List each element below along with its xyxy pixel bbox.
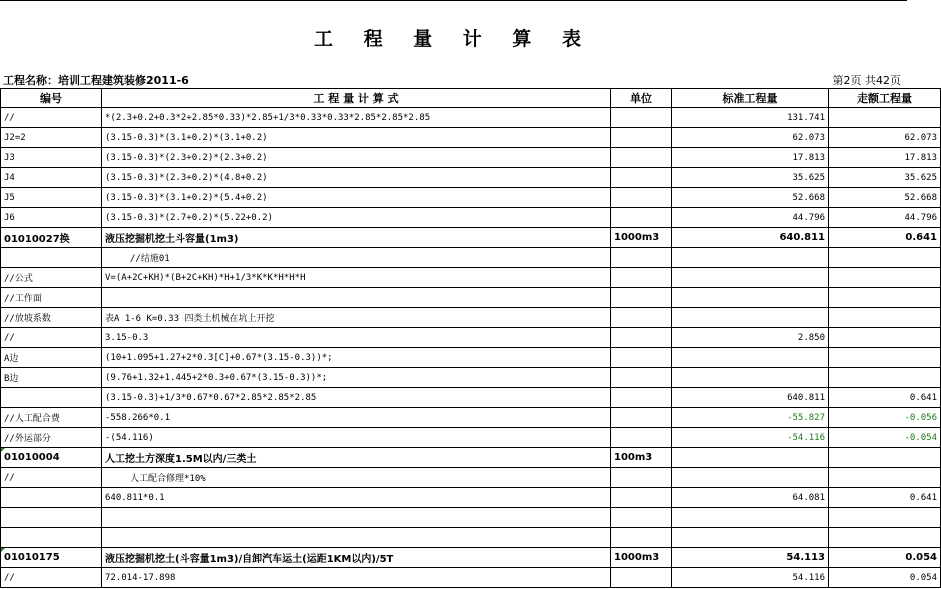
cell-formula[interactable]: 72.014-17.898 xyxy=(102,568,611,588)
cell-formula[interactable]: *(2.3+0.2+0.3*2+2.85*0.33)*2.85+1/3*0.33*0.33*2.85*2.85*2.85 xyxy=(102,108,611,128)
table-row[interactable] xyxy=(1,128,941,148)
table-row[interactable] xyxy=(1,188,941,208)
cell-unit[interactable] xyxy=(611,568,672,588)
cell-std-qty[interactable]: 2.850 xyxy=(672,328,829,348)
cell-quota-qty[interactable] xyxy=(829,248,941,268)
table-row[interactable] xyxy=(1,468,941,488)
cell-quota-qty[interactable]: -0.054 xyxy=(829,428,941,448)
table-row[interactable] xyxy=(1,288,941,308)
cell-formula[interactable]: 640.811*0.1 xyxy=(102,488,611,508)
table-row[interactable] xyxy=(1,448,941,468)
cell-quota-qty[interactable] xyxy=(829,348,941,368)
cell-code[interactable]: // xyxy=(1,328,102,348)
table-body xyxy=(1,108,941,588)
cell-formula[interactable]: -(54.116) xyxy=(102,428,611,448)
cell-code[interactable]: B边 xyxy=(1,368,102,388)
cell-std-qty[interactable]: -54.116 xyxy=(672,428,829,448)
cell-quota-qty[interactable]: 35.625 xyxy=(829,168,941,188)
cell-unit[interactable] xyxy=(611,308,672,328)
cell-formula[interactable] xyxy=(102,528,611,548)
cell-unit[interactable]: 1000m3 xyxy=(611,548,672,568)
cell-std-qty[interactable] xyxy=(672,268,829,288)
cell-quota-qty[interactable]: 0.641 xyxy=(829,228,941,248)
cell-unit[interactable] xyxy=(611,168,672,188)
cell-code[interactable]: // xyxy=(1,108,102,128)
table-row[interactable] xyxy=(1,168,941,188)
cell-unit[interactable]: 100m3 xyxy=(611,448,672,468)
cell-quota-qty[interactable]: 44.796 xyxy=(829,208,941,228)
cell-unit[interactable] xyxy=(611,508,672,528)
cell-std-qty[interactable] xyxy=(672,508,829,528)
cell-formula[interactable]: 人工挖土方深度1.5M以内/三类土 xyxy=(102,448,611,468)
cell-unit[interactable] xyxy=(611,108,672,128)
cell-quota-qty[interactable] xyxy=(829,448,941,468)
header-formula: 工 程 量 计 算 式 xyxy=(102,89,611,108)
cell-std-qty[interactable]: -55.827 xyxy=(672,408,829,428)
cell-std-qty[interactable]: 54.116 xyxy=(672,568,829,588)
cell-code[interactable]: 01010004 xyxy=(1,448,102,468)
cell-code[interactable]: 01010027换 xyxy=(1,228,102,248)
cell-std-qty[interactable]: 52.668 xyxy=(672,188,829,208)
cell-formula[interactable] xyxy=(102,288,611,308)
table-row[interactable] xyxy=(1,488,941,508)
cell-code[interactable] xyxy=(1,508,102,528)
cell-quota-qty[interactable]: 62.073 xyxy=(829,128,941,148)
cell-code[interactable]: J2=2 xyxy=(1,128,102,148)
cell-unit[interactable] xyxy=(611,248,672,268)
table-row[interactable] xyxy=(1,208,941,228)
table-row[interactable] xyxy=(1,148,941,168)
cell-unit[interactable] xyxy=(611,388,672,408)
cell-quota-qty[interactable] xyxy=(829,108,941,128)
cell-code[interactable] xyxy=(1,248,102,268)
cell-quota-qty[interactable] xyxy=(829,368,941,388)
header-std-qty: 标准工程量 xyxy=(672,89,829,108)
table-row[interactable] xyxy=(1,388,941,408)
cell-std-qty[interactable]: 35.625 xyxy=(672,168,829,188)
page-info: 第2页 共42页 xyxy=(832,74,901,87)
cell-std-qty[interactable]: 640.811 xyxy=(672,228,829,248)
cell-unit[interactable] xyxy=(611,128,672,148)
cell-formula[interactable]: 液压挖掘机挖土(斗容量1m3)/自卸汽车运土(运距1KM以内)/5T xyxy=(102,548,611,568)
cell-code[interactable]: J6 xyxy=(1,208,102,228)
cell-code[interactable]: J5 xyxy=(1,188,102,208)
cell-quota-qty[interactable]: 0.641 xyxy=(829,488,941,508)
table-row[interactable] xyxy=(1,108,941,128)
cell-quota-qty[interactable] xyxy=(829,528,941,548)
cell-formula[interactable]: (10+1.095+1.27+2*0.3[C]+0.67*(3.15-0.3))*; xyxy=(102,348,611,368)
cell-unit[interactable] xyxy=(611,268,672,288)
cell-unit[interactable] xyxy=(611,428,672,448)
cell-code[interactable]: //工作面 xyxy=(1,288,102,308)
cell-code[interactable]: J3 xyxy=(1,148,102,168)
cell-unit[interactable] xyxy=(611,288,672,308)
cell-std-qty[interactable]: 54.113 xyxy=(672,548,829,568)
cell-unit[interactable] xyxy=(611,528,672,548)
cell-std-qty[interactable]: 44.796 xyxy=(672,208,829,228)
cell-std-qty[interactable] xyxy=(672,528,829,548)
cell-unit[interactable] xyxy=(611,148,672,168)
cell-formula[interactable]: (3.15-0.3)*(2.3+0.2)*(4.8+0.2) xyxy=(102,168,611,188)
cell-std-qty[interactable]: 131.741 xyxy=(672,108,829,128)
top-border-line xyxy=(0,0,907,1)
cell-std-qty[interactable]: 64.081 xyxy=(672,488,829,508)
cell-std-qty[interactable] xyxy=(672,368,829,388)
project-name: 工程名称：培训工程建筑装修2011-6 xyxy=(3,74,189,87)
cell-code[interactable]: //放坡系数 xyxy=(1,308,102,328)
cell-std-qty[interactable]: 17.813 xyxy=(672,148,829,168)
cell-quota-qty[interactable] xyxy=(829,288,941,308)
cell-formula[interactable]: (3.15-0.3)*(3.1+0.2)*(3.1+0.2) xyxy=(102,128,611,148)
cell-code[interactable] xyxy=(1,528,102,548)
table-row[interactable] xyxy=(1,528,941,548)
cell-std-qty[interactable]: 62.073 xyxy=(672,128,829,148)
cell-formula[interactable]: (3.15-0.3)*(2.7+0.2)*(5.22+0.2) xyxy=(102,208,611,228)
table-row[interactable] xyxy=(1,408,941,428)
cell-quota-qty[interactable] xyxy=(829,328,941,348)
cell-std-qty[interactable] xyxy=(672,288,829,308)
cell-code[interactable]: // xyxy=(1,468,102,488)
table-row[interactable] xyxy=(1,508,941,528)
calculation-table xyxy=(0,88,941,588)
cell-quota-qty[interactable] xyxy=(829,468,941,488)
cell-formula[interactable]: -558.266*0.1 xyxy=(102,408,611,428)
cell-unit[interactable] xyxy=(611,408,672,428)
cell-formula[interactable]: (3.15-0.3)*(2.3+0.2)*(2.3+0.2) xyxy=(102,148,611,168)
cell-formula[interactable]: //结施01 xyxy=(102,248,611,268)
table-row[interactable] xyxy=(1,568,941,588)
cell-formula[interactable]: 表A 1-6 K=0.33 四类土机械在坑上开挖 xyxy=(102,308,611,328)
cell-unit[interactable] xyxy=(611,488,672,508)
cell-quota-qty[interactable]: 17.813 xyxy=(829,148,941,168)
table-row[interactable] xyxy=(1,228,941,248)
cell-quota-qty[interactable] xyxy=(829,308,941,328)
cell-code[interactable]: //人工配合费 xyxy=(1,408,102,428)
table-row[interactable] xyxy=(1,348,941,368)
cell-quota-qty[interactable] xyxy=(829,268,941,288)
cell-formula[interactable]: (9.76+1.32+1.445+2*0.3+0.67*(3.15-0.3))*; xyxy=(102,368,611,388)
table-row[interactable] xyxy=(1,428,941,448)
cell-code[interactable] xyxy=(1,488,102,508)
cell-formula[interactable]: V=(A+2C+KH)*(B+2C+KH)*H+1/3*K*K*H*H*H xyxy=(102,268,611,288)
cell-unit[interactable]: 1000m3 xyxy=(611,228,672,248)
cell-code[interactable]: A边 xyxy=(1,348,102,368)
table-row[interactable] xyxy=(1,548,941,568)
table-row[interactable] xyxy=(1,368,941,388)
header-unit: 单位 xyxy=(611,89,672,108)
cell-formula[interactable]: 人工配合修理*10% xyxy=(102,468,611,488)
cell-quota-qty[interactable]: 0.054 xyxy=(829,568,941,588)
table-row[interactable] xyxy=(1,268,941,288)
cell-code[interactable]: J4 xyxy=(1,168,102,188)
table-header-row xyxy=(1,89,941,108)
cell-unit[interactable] xyxy=(611,468,672,488)
cell-unit[interactable] xyxy=(611,368,672,388)
table-row[interactable] xyxy=(1,328,941,348)
cell-code[interactable]: 01010175 xyxy=(1,548,102,568)
table-row[interactable] xyxy=(1,248,941,268)
table-row[interactable] xyxy=(1,308,941,328)
cell-formula[interactable]: 3.15-0.3 xyxy=(102,328,611,348)
cell-formula[interactable]: (3.15-0.3)*(3.1+0.2)*(5.4+0.2) xyxy=(102,188,611,208)
cell-std-qty[interactable] xyxy=(672,248,829,268)
cell-code[interactable]: //公式 xyxy=(1,268,102,288)
cell-std-qty[interactable] xyxy=(672,348,829,368)
cell-code[interactable]: // xyxy=(1,568,102,588)
cell-unit[interactable] xyxy=(611,348,672,368)
header-code: 编号 xyxy=(1,89,102,108)
header-quota-qty: 走额工程量 xyxy=(829,89,941,108)
cell-std-qty[interactable]: 640.811 xyxy=(672,388,829,408)
cell-code[interactable] xyxy=(1,388,102,408)
cell-quota-qty[interactable]: 0.054 xyxy=(829,548,941,568)
cell-quota-qty[interactable]: -0.056 xyxy=(829,408,941,428)
cell-quota-qty[interactable]: 52.668 xyxy=(829,188,941,208)
cell-std-qty[interactable] xyxy=(672,468,829,488)
cell-unit[interactable] xyxy=(611,328,672,348)
cell-formula[interactable]: 液压挖掘机挖土斗容量(1m3) xyxy=(102,228,611,248)
cell-code[interactable]: //外运部分 xyxy=(1,428,102,448)
cell-formula[interactable] xyxy=(102,508,611,528)
cell-unit[interactable] xyxy=(611,188,672,208)
cell-std-qty[interactable] xyxy=(672,308,829,328)
cell-quota-qty[interactable] xyxy=(829,508,941,528)
cell-std-qty[interactable] xyxy=(672,448,829,468)
cell-formula[interactable]: (3.15-0.3)+1/3*0.67*0.67*2.85*2.85*2.85 xyxy=(102,388,611,408)
cell-unit[interactable] xyxy=(611,208,672,228)
cell-quota-qty[interactable]: 0.641 xyxy=(829,388,941,408)
page-title: 工 程 量 计 算 表 xyxy=(313,28,594,50)
